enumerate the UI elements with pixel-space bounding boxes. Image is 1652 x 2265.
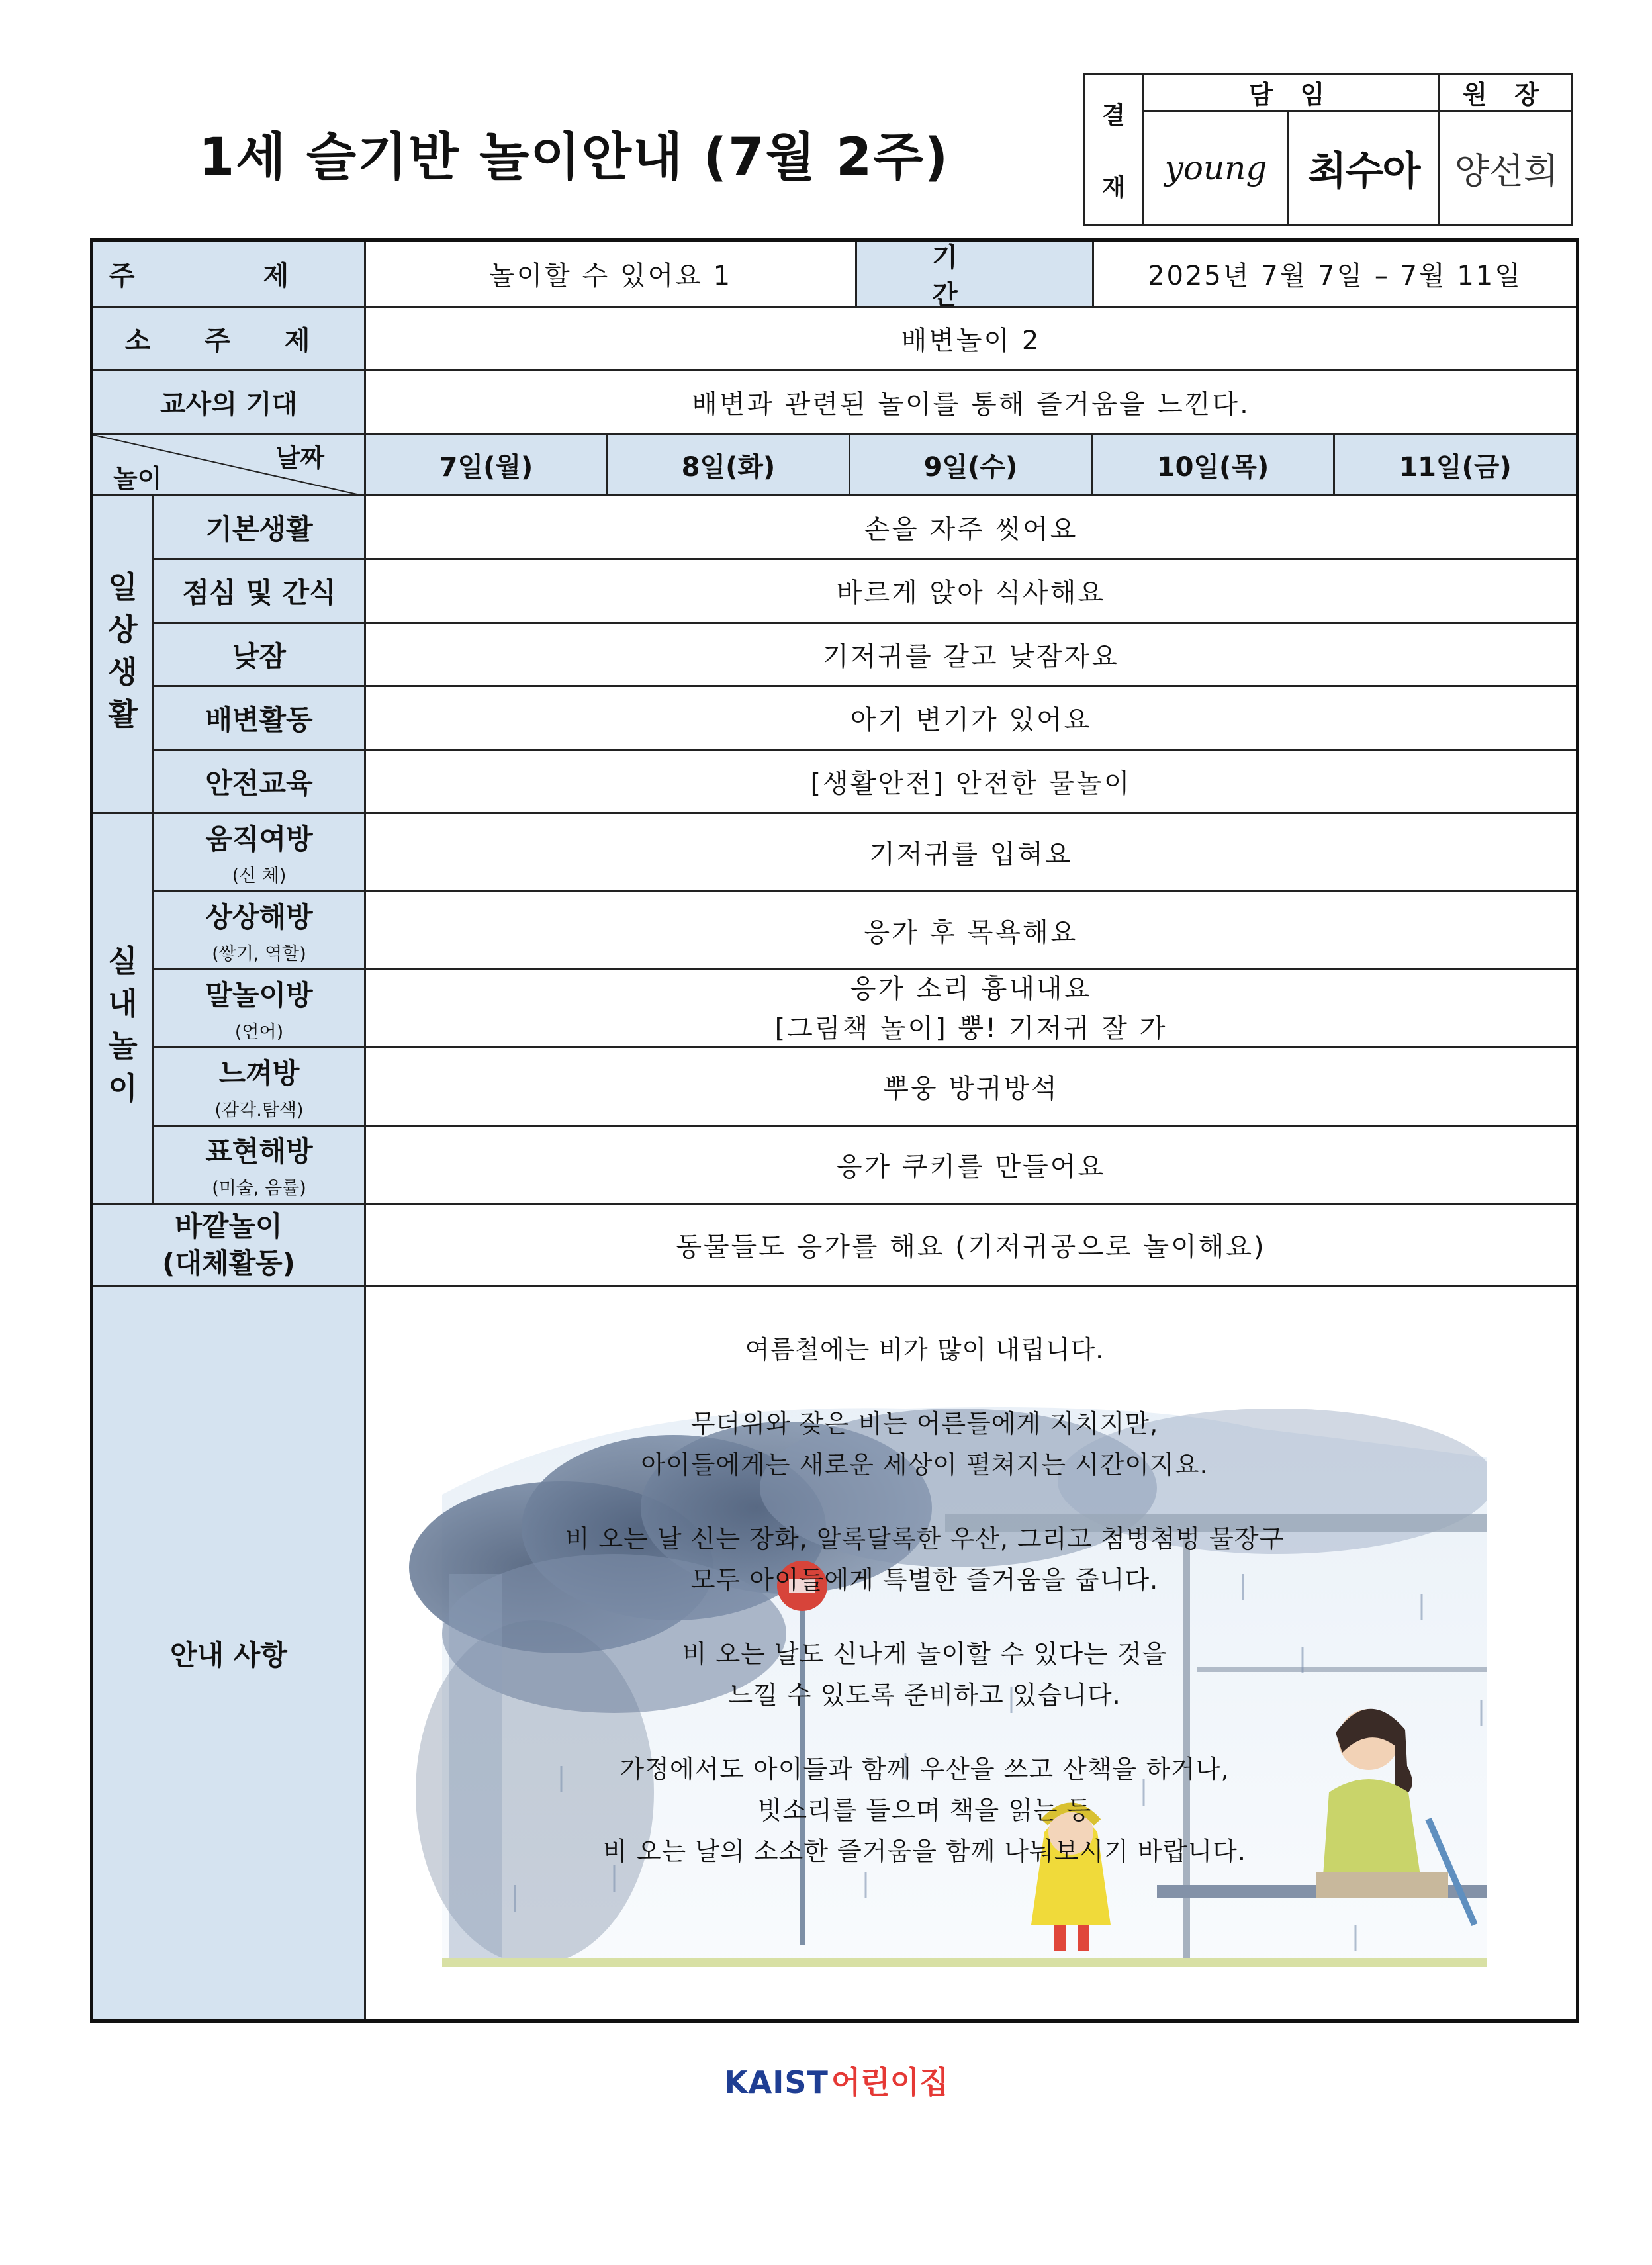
notice-paragraph: 비 오는 날도 신나게 놀이할 수 있다는 것을 느낄 수 있도록 준비하고 있습니다. bbox=[682, 1640, 1168, 1710]
period-value: 2025년 7월 7일 – 7월 11일 bbox=[1094, 242, 1576, 308]
notice-content bbox=[363, 1289, 1487, 2016]
director-signature: 양선희 bbox=[1454, 150, 1559, 192]
notice-paragraph: 비 오는 날 신는 장화, 알록달록한 우산, 그리고 첨벙첨벙 물장구 모두 아이들에게 특별한 즐거움을 줍니다. bbox=[565, 1524, 1285, 1595]
indoor-row-label: 표현해방 (미술, 음률) bbox=[154, 1127, 366, 1205]
daily-row-label: 배변활동 bbox=[154, 687, 366, 751]
homeroom-signature-2: 최수아 bbox=[1308, 148, 1420, 195]
day-header: 11일(금) bbox=[1335, 435, 1576, 496]
kaist-kindergarten-logo bbox=[724, 2058, 949, 2102]
indoor-row-sublabel: (미술, 음률) bbox=[212, 1178, 306, 1199]
corner-date-label: 날짜 bbox=[275, 443, 324, 473]
indoor-row-sublabel: (언어) bbox=[234, 1022, 284, 1042]
notice-text bbox=[363, 1329, 1487, 1905]
indoor-row-value: 기저귀를 입혀요 bbox=[366, 814, 1576, 892]
theme-label: 주 제 bbox=[93, 242, 366, 308]
approval-gyeol: 결 bbox=[1102, 102, 1125, 129]
date-play-corner bbox=[93, 435, 366, 496]
daily-row-value: 바르게 앉아 식사해요 bbox=[366, 560, 1576, 624]
daily-row-label: 점심 및 간식 bbox=[154, 560, 366, 624]
day-header: 10일(목) bbox=[1093, 435, 1335, 496]
period-label: 기 간 bbox=[857, 242, 1094, 308]
indoor-row-sublabel: (신 체) bbox=[232, 866, 287, 886]
indoor-row-label: 상상해방 (쌓기, 역할) bbox=[154, 892, 366, 970]
homeroom-signature-1: young bbox=[1164, 149, 1267, 187]
logo-name: 어린이집 bbox=[831, 2064, 949, 2100]
daily-row-value: [생활안전] 안전한 물놀이 bbox=[366, 751, 1576, 814]
outdoor-value: 동물들도 응가를 해요 (기저귀공으로 놀이해요) bbox=[366, 1205, 1576, 1287]
director-label: 원 장 bbox=[1438, 75, 1573, 112]
approval-box bbox=[1083, 73, 1573, 226]
approval-jae: 재 bbox=[1102, 174, 1125, 201]
notice-paragraph: 무더위와 잦은 비는 어른들에게 지치지만, 아이들에게는 새로운 세상이 펼쳐지는 시간이지요. bbox=[641, 1409, 1209, 1479]
daily-row-label: 안전교육 bbox=[154, 751, 366, 814]
approval-side-label bbox=[1085, 75, 1144, 224]
daily-row-value: 기저귀를 갈고 낮잠자요 bbox=[366, 624, 1576, 687]
theme-value: 놀이할 수 있어요 1 bbox=[366, 242, 857, 308]
indoor-row-sublabel: (쌓기, 역할) bbox=[212, 944, 306, 964]
outdoor-label: 바깥놀이 (대체활동) bbox=[93, 1205, 366, 1287]
daily-row-value: 손을 자주 씻어요 bbox=[366, 496, 1576, 560]
daily-life-group-label: 일 상 생 활 bbox=[93, 496, 154, 814]
corner-play-label: 놀이 bbox=[113, 464, 162, 493]
subtheme-value: 배변놀이 2 bbox=[366, 308, 1576, 371]
day-header: 7일(월) bbox=[366, 435, 608, 496]
indoor-row-sublabel: (감각.탐색) bbox=[214, 1100, 304, 1121]
indoor-row-label: 느껴방 (감각.탐색) bbox=[154, 1048, 366, 1127]
homeroom-label: 담 임 bbox=[1144, 75, 1438, 112]
logo-kaist: KAIST bbox=[724, 2064, 829, 2100]
daily-row-label: 기본생활 bbox=[154, 496, 366, 560]
notice-label: 안내 사항 bbox=[93, 1287, 366, 2019]
indoor-play-group-label: 실 내 놀 이 bbox=[93, 814, 154, 1205]
indoor-row-value: 응가 소리 흉내내요 [그림책 놀이] 뿡! 기저귀 잘 가 bbox=[366, 970, 1576, 1048]
indoor-row-value: 뿌웅 방귀방석 bbox=[366, 1048, 1576, 1127]
expectation-value: 배변과 관련된 놀이를 통해 즐거움을 느낀다. bbox=[366, 371, 1576, 435]
daily-row-label: 낮잠 bbox=[154, 624, 366, 687]
notice-paragraph: 여름철에는 비가 많이 내립니다. bbox=[745, 1335, 1105, 1364]
page-title: 1세 슬기반 놀이안내 (7월 2주) bbox=[199, 128, 950, 187]
indoor-row-value: 응가 쿠키를 만들어요 bbox=[366, 1127, 1576, 1205]
expectation-label: 교사의 기대 bbox=[93, 371, 366, 435]
notice-paragraph: 가정에서도 아이들과 함께 우산을 쓰고 산책을 하거나, 빗소리를 들으며 책을 읽는 등 비 오는 날의 소소한 즐거움을 함께 나눠보시기 바랍니다. bbox=[603, 1755, 1246, 1866]
day-header: 8일(화) bbox=[608, 435, 850, 496]
indoor-row-label: 움직여방 (신 체) bbox=[154, 814, 366, 892]
day-header: 9일(수) bbox=[850, 435, 1093, 496]
subtheme-label: 소 주 제 bbox=[93, 308, 366, 371]
daily-row-value: 아기 변기가 있어요 bbox=[366, 687, 1576, 751]
indoor-row-label: 말놀이방 (언어) bbox=[154, 970, 366, 1048]
indoor-row-value: 응가 후 목욕해요 bbox=[366, 892, 1576, 970]
